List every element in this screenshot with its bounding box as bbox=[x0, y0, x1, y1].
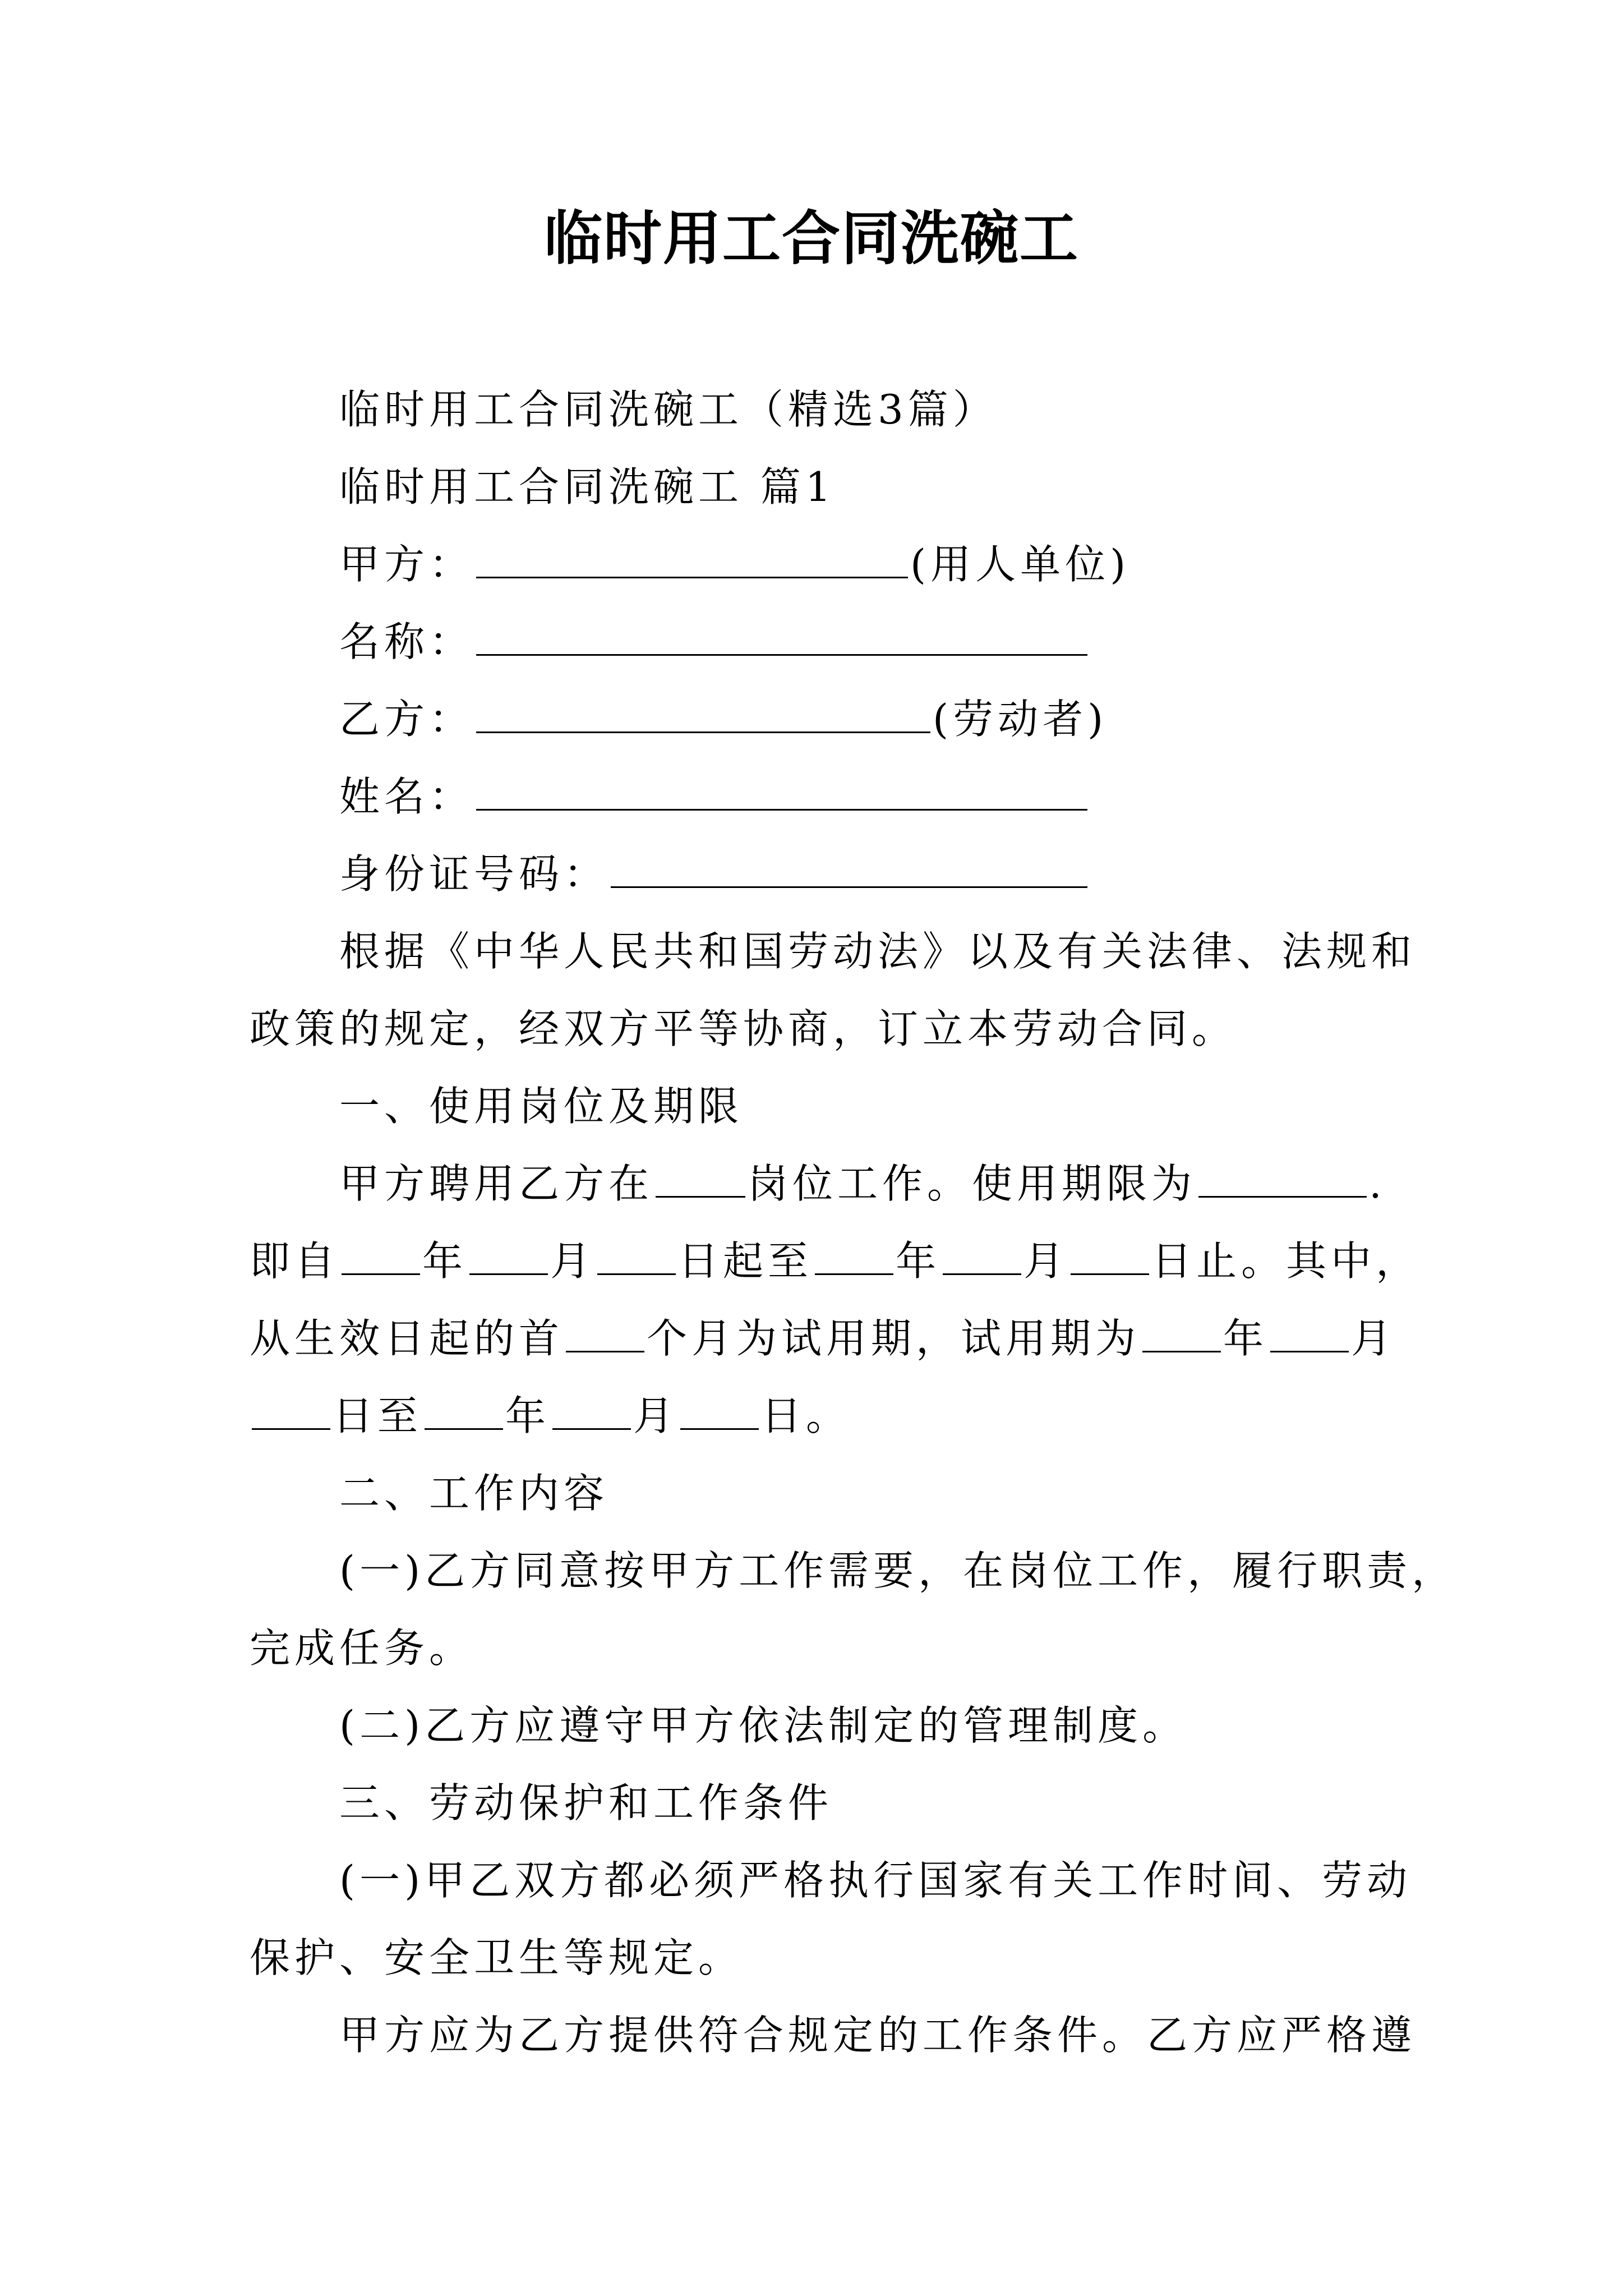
s1-line-4 bbox=[250, 1388, 1396, 1444]
party-b-label: 乙方： bbox=[339, 696, 474, 743]
s1-text: 即自 bbox=[250, 1237, 340, 1285]
s1-text: 月 bbox=[550, 1237, 596, 1285]
probation-start-month-input[interactable] bbox=[1270, 1314, 1349, 1352]
post-input-line[interactable] bbox=[656, 1159, 745, 1198]
s3-p2: 甲方应为乙方提供符合规定的工作条件。乙方应严格遵 bbox=[339, 2012, 1417, 2059]
document-title: 临时用工合同洗碗工 bbox=[543, 204, 1079, 273]
s2-p1-line-2: 完成任务。 bbox=[250, 1625, 474, 1672]
probation-start-day-input[interactable] bbox=[252, 1392, 330, 1430]
s1-text: 日起至 bbox=[678, 1237, 813, 1285]
probation-end-year-input[interactable] bbox=[425, 1392, 503, 1430]
s1-text: 月 bbox=[1351, 1315, 1396, 1362]
section-heading: 临时用工合同洗碗工 篇1 bbox=[339, 463, 836, 510]
s3-p1-line-2: 保护、安全卫生等规定。 bbox=[250, 1934, 744, 1981]
s1-text: 月 bbox=[633, 1392, 679, 1439]
end-month-input[interactable] bbox=[943, 1237, 1021, 1275]
person-name-row bbox=[339, 769, 1396, 825]
intro-line-1: 根据《中华人民共和国劳动法》以及有关法律、法规和 bbox=[339, 928, 1417, 975]
s1-text: . bbox=[1369, 1160, 1386, 1207]
party-b-row bbox=[339, 691, 1396, 747]
s1-line-1 bbox=[339, 1156, 1396, 1212]
s1-text: 甲方聘用乙方在 bbox=[339, 1160, 654, 1207]
party-b-suffix: (劳动者) bbox=[933, 696, 1108, 743]
s1-text: 年 bbox=[1223, 1315, 1269, 1362]
subtitle: 临时用工合同洗碗工（精选3篇） bbox=[339, 386, 998, 433]
s1-text: 岗位工作。使用期限为 bbox=[748, 1160, 1197, 1207]
probation-end-day-input[interactable] bbox=[680, 1392, 759, 1430]
party-a-input-line[interactable] bbox=[476, 540, 908, 578]
s1-text: 月 bbox=[1023, 1237, 1069, 1285]
probation-end-month-input[interactable] bbox=[552, 1392, 631, 1430]
name-row bbox=[339, 614, 1396, 670]
intro-line-2: 政策的规定，经双方平等协商，订立本劳动合同。 bbox=[250, 1005, 1237, 1052]
s1-text: 日。 bbox=[761, 1392, 851, 1439]
s3-p1-line-1: (一)甲乙双方都必须严格执行国家有关工作时间、劳动 bbox=[339, 1857, 1412, 1904]
s1-text: 年 bbox=[896, 1237, 941, 1285]
end-year-input[interactable] bbox=[815, 1237, 893, 1275]
party-a-row bbox=[339, 536, 1396, 592]
s1-text: 从生效日起的首 bbox=[250, 1315, 564, 1362]
name-input-line[interactable] bbox=[476, 618, 1087, 656]
start-month-input[interactable] bbox=[469, 1237, 548, 1275]
id-row bbox=[339, 846, 1396, 902]
s1-text: 日至 bbox=[333, 1392, 423, 1439]
person-name-label: 姓名： bbox=[339, 773, 474, 820]
section-1-heading: 一、使用岗位及期限 bbox=[339, 1083, 744, 1130]
start-year-input[interactable] bbox=[342, 1237, 420, 1275]
s2-p1-line-1: (一)乙方同意按甲方工作需要，在岗位工作，履行职责， bbox=[339, 1547, 1457, 1594]
probation-months-input[interactable] bbox=[566, 1314, 644, 1352]
name-label: 名称： bbox=[339, 618, 474, 665]
party-a-label: 甲方： bbox=[339, 541, 474, 588]
party-a-suffix: (用人单位) bbox=[910, 541, 1131, 588]
s2-p2: (二)乙方应遵守甲方依法制定的管理制度。 bbox=[339, 1702, 1188, 1749]
person-name-input-line[interactable] bbox=[476, 772, 1087, 811]
s1-text: 个月为试用期，试用期为 bbox=[647, 1315, 1141, 1362]
s1-line-3 bbox=[250, 1310, 1396, 1366]
id-input-line[interactable] bbox=[611, 850, 1087, 888]
s1-line-2 bbox=[250, 1233, 1421, 1289]
party-b-input-line[interactable] bbox=[476, 695, 930, 733]
term-input-line[interactable] bbox=[1198, 1159, 1367, 1198]
end-day-input[interactable] bbox=[1071, 1237, 1149, 1275]
start-day-input[interactable] bbox=[597, 1237, 676, 1275]
s1-text: 年 bbox=[505, 1392, 551, 1439]
id-label: 身份证号码： bbox=[339, 850, 609, 898]
s1-text: 日止。其中， bbox=[1151, 1237, 1421, 1285]
probation-start-year-input[interactable] bbox=[1142, 1314, 1221, 1352]
section-3-heading: 三、劳动保护和工作条件 bbox=[339, 1779, 833, 1826]
s1-text: 年 bbox=[422, 1237, 468, 1285]
section-2-heading: 二、工作内容 bbox=[339, 1470, 609, 1517]
